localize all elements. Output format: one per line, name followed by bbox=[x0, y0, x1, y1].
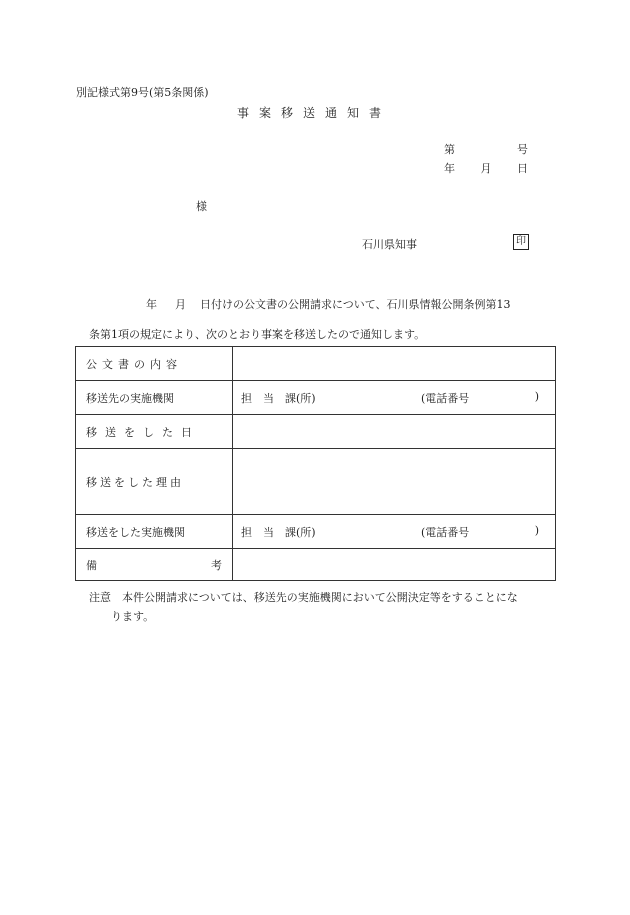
body-month: 月 bbox=[175, 298, 186, 311]
value-destination-agency[interactable] bbox=[233, 381, 556, 415]
document-number bbox=[444, 141, 528, 157]
label-destination-agency: 移送先の実施機関 bbox=[76, 381, 233, 415]
table-row bbox=[76, 549, 556, 581]
date-day: 日 bbox=[517, 162, 528, 175]
phone-close: ) bbox=[534, 389, 539, 403]
label-document-content: 公文書の内容 bbox=[76, 347, 233, 381]
value-transfer-reason[interactable] bbox=[233, 449, 556, 515]
label-transfer-date: 移送をした日 bbox=[76, 415, 233, 449]
value-transferring-agency[interactable] bbox=[233, 515, 556, 549]
phone-label: (電話番号 bbox=[421, 525, 470, 539]
table-row bbox=[76, 381, 556, 415]
sender-name: 石川県知事 bbox=[362, 238, 417, 251]
dept-label: 担 当 課(所) bbox=[241, 525, 316, 539]
body-line-2: 条第1項の規定により、次のとおり事案を移送したので通知します。 bbox=[89, 328, 426, 341]
value-transfer-date[interactable] bbox=[233, 415, 556, 449]
body-year: 年 bbox=[146, 298, 157, 311]
date-month: 月 bbox=[480, 162, 492, 175]
value-remarks[interactable] bbox=[233, 549, 556, 581]
doc-number-prefix: 第 bbox=[444, 143, 455, 156]
document-title: 事案移送通知書 bbox=[237, 106, 392, 120]
label-transfer-reason: 移送をした理由 bbox=[76, 449, 233, 515]
addressee-honorific: 様 bbox=[196, 200, 207, 213]
note bbox=[89, 588, 559, 626]
dept-label: 担 当 課(所) bbox=[241, 391, 316, 405]
table-row bbox=[76, 415, 556, 449]
doc-number-suffix: 号 bbox=[517, 143, 528, 156]
note-line-1: 注意 本件公開請求については、移送先の実施機関において公開決定等をすることにな bbox=[89, 591, 518, 604]
label-remarks: 備 考 bbox=[76, 549, 233, 581]
value-document-content[interactable] bbox=[233, 347, 556, 381]
phone-label: (電話番号 bbox=[421, 391, 470, 405]
seal-box: 印 bbox=[513, 234, 529, 250]
table-row bbox=[76, 449, 556, 515]
note-line-2: ります。 bbox=[111, 610, 155, 623]
label-transferring-agency: 移送をした実施機関 bbox=[76, 515, 233, 549]
body-line-1 bbox=[146, 296, 511, 312]
form-number: 別記様式第9号(第5条関係) bbox=[76, 86, 209, 99]
table-row bbox=[76, 347, 556, 381]
phone-close: ) bbox=[534, 523, 539, 537]
body-line-1-text: 日付けの公文書の公開請求について、石川県情報公開条例第13 bbox=[200, 298, 511, 311]
document-date bbox=[444, 160, 528, 176]
table-row bbox=[76, 515, 556, 549]
notification-table bbox=[75, 346, 556, 581]
date-year: 年 bbox=[444, 162, 455, 175]
